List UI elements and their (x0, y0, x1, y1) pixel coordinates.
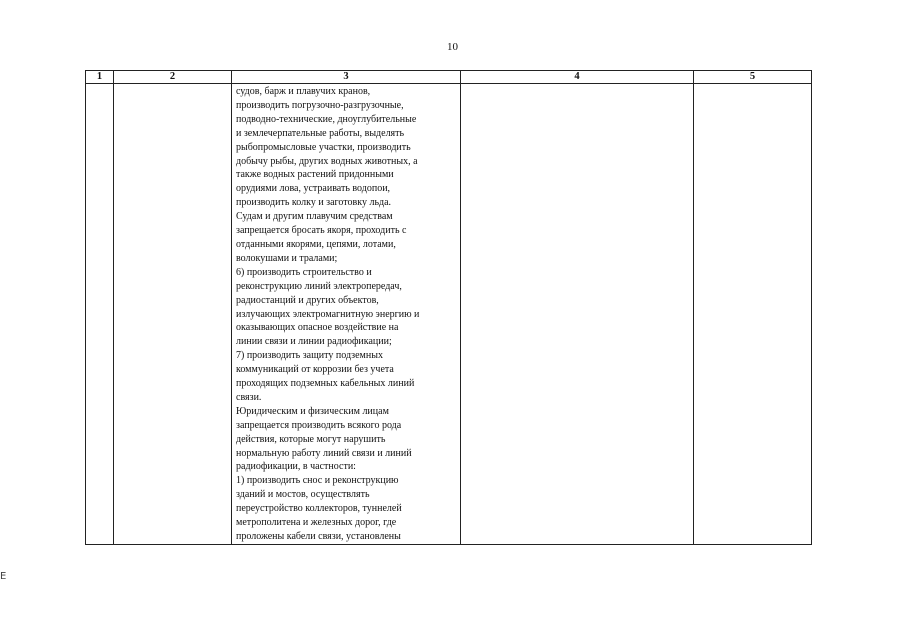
text-line: Судам и другим плавучим средствам (236, 211, 393, 223)
text-line: рыбопромысловые участки, производить (236, 141, 411, 153)
text-line: 1) производить снос и реконструкцию (236, 475, 399, 487)
text-line: реконструкцию линий электропередач, (236, 280, 402, 292)
text-line: также водных растений придонными (236, 169, 394, 181)
text-line: орудиями лова, устраивать водопои, (236, 183, 391, 195)
column-header-5: 5 (694, 71, 812, 84)
table-row (86, 84, 812, 545)
text-line: связи. (236, 391, 262, 403)
text-line: отданными якорями, цепями, лотами, (236, 238, 396, 250)
text-line: 7) производить защиту подземных (236, 350, 383, 362)
text-line: коммуникаций от коррозии без учета (236, 364, 394, 376)
cell-col3 (232, 84, 461, 545)
text-line: 6) производить строительство и (236, 266, 372, 278)
text-line: запрещается производить всякого рода (236, 419, 402, 431)
text-line: проложены кабели связи, установлены (236, 531, 401, 542)
text-line: нормальную работу линий связи и линий (236, 447, 412, 459)
text-line: производить погрузочно-разгрузочные, (236, 99, 404, 111)
text-line: излучающих электромагнитную энергию и (236, 308, 420, 320)
restrictions-text (236, 85, 455, 544)
text-line: зданий и мостов, осуществлять (236, 489, 370, 501)
column-header-2: 2 (114, 71, 232, 84)
page-number: 10 (447, 41, 458, 53)
column-header-3: 3 (232, 71, 461, 84)
column-header-4: 4 (461, 71, 694, 84)
text-line: волокушами и тралами; (236, 252, 338, 264)
text-line: линии связи и линии радиофикации; (236, 336, 392, 348)
text-line: метрополитена и железных дорог, где (236, 517, 397, 529)
cell-col2 (114, 84, 232, 545)
text-line: судов, барж и плавучих кранов, (236, 86, 371, 97)
table-header-row (86, 71, 812, 84)
text-line: радиостанций и других объектов, (236, 294, 379, 306)
text-line: радиофикации, в частности: (236, 461, 356, 473)
text-line: и землечерпательные работы, выделять (236, 127, 405, 139)
text-line: действия, которые могут нарушить (236, 433, 386, 445)
text-line: подводно-технические, дноуглубительные (236, 113, 417, 125)
text-line: запрещается бросать якоря, проходить с (236, 225, 407, 237)
cell-col5 (694, 84, 812, 545)
text-line: Юридическим и физическим лицам (236, 405, 389, 417)
text-line: переустройство коллекторов, туннелей (236, 503, 402, 515)
cell-col4 (461, 84, 694, 545)
text-line: оказывающих опасное воздействие на (236, 322, 399, 334)
column-header-1: 1 (86, 71, 114, 84)
text-line: добычу рыбы, других водных животных, а (236, 155, 418, 167)
text-line: производить колку и заготовку льда. (236, 197, 392, 209)
text-line: проходящих подземных кабельных линий (236, 378, 415, 390)
document-table (85, 70, 812, 545)
cell-col1 (86, 84, 114, 545)
margin-mark: Е (0, 571, 7, 582)
